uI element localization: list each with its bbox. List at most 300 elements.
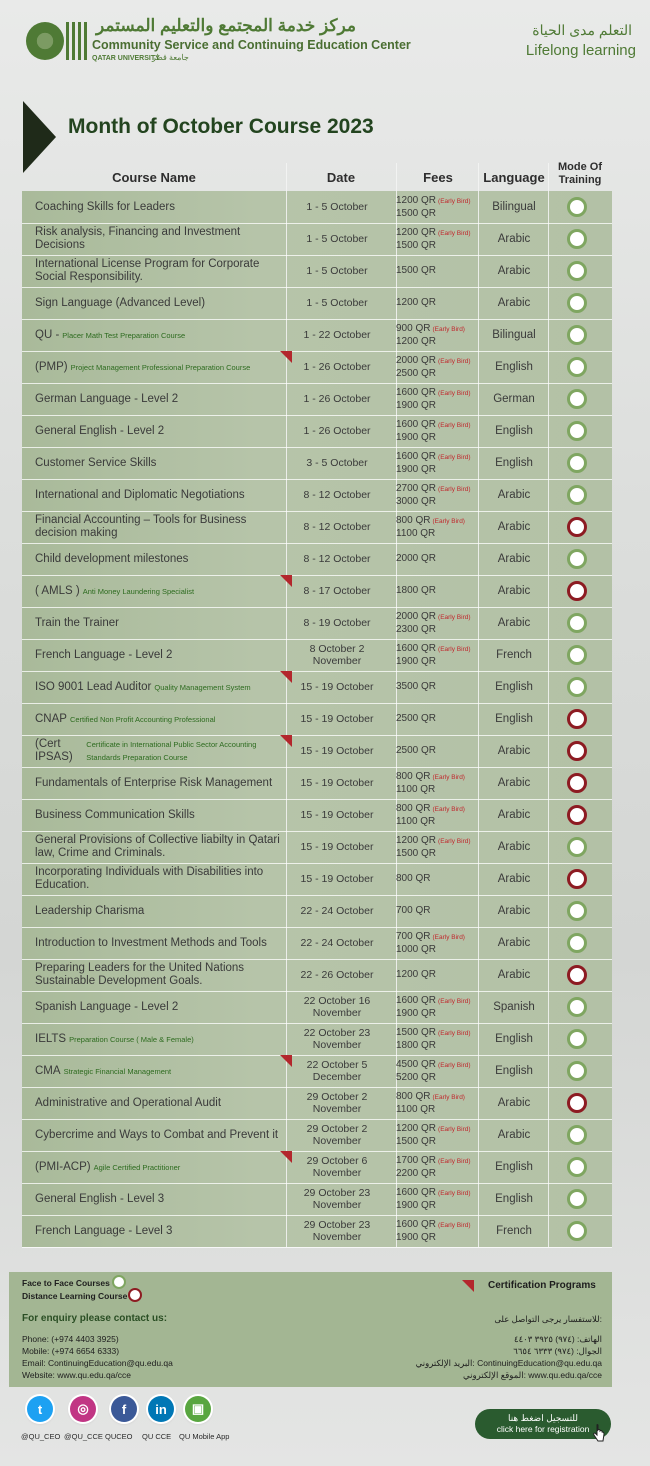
course-language: English [495, 1065, 533, 1077]
early-bird-label: (Early Bird) [432, 517, 465, 525]
course-name [35, 1087, 285, 1119]
course-mode [562, 671, 592, 703]
fee-regular: 3000 QR [396, 495, 437, 507]
course-language: Arabic [497, 553, 531, 565]
course-fees [396, 415, 480, 447]
table-row [22, 799, 612, 832]
course-fees [396, 767, 480, 799]
fee-primary-value: 1600 QR [396, 1186, 437, 1198]
face-to-face-icon [567, 357, 587, 377]
course-fees [396, 831, 480, 863]
fee-primary [396, 835, 471, 848]
distance-learning-icon [567, 517, 587, 537]
table-row [22, 1215, 612, 1248]
course-mode [562, 255, 592, 287]
table-row [22, 479, 612, 512]
course-name [35, 1215, 285, 1247]
course-name-text: Introduction to Investment Methods and Tools [35, 936, 267, 949]
fee-regular: 1900 QR [396, 463, 437, 475]
course-name [35, 767, 285, 799]
course-mode [562, 543, 592, 575]
fee-primary-value: 4500 QR [396, 1058, 437, 1070]
course-subtitle: Certificate in International Public Sector Accounting Standards Preparation Course [86, 740, 257, 762]
course-name [35, 415, 285, 447]
course-mode [562, 511, 592, 543]
distance-learning-icon [128, 1288, 142, 1302]
table-row [22, 415, 612, 448]
fee-primary [396, 195, 471, 208]
course-name-text: (Cert IPSAS) [35, 738, 73, 763]
fee-regular: 1000 QR [396, 943, 437, 955]
course-name [35, 895, 285, 927]
course-name-text: Leadership Charisma [35, 904, 145, 917]
column-date: Date [326, 170, 356, 185]
fee-primary [396, 995, 471, 1008]
course-language: Arabic [497, 233, 531, 245]
fee-primary-value: 2000 QR [396, 610, 437, 622]
table-row [22, 639, 612, 672]
fee-primary-value: 1200 QR [396, 297, 437, 308]
course-fees [396, 319, 480, 351]
course-date: 15 - 19 October [300, 713, 374, 725]
early-bird-label: (Early Bird) [438, 389, 471, 397]
course-name [35, 575, 285, 607]
course-fees [396, 511, 480, 543]
fee-regular: 1100 QR [396, 527, 436, 539]
table-row [22, 543, 612, 576]
column-fees: Fees [423, 170, 453, 185]
fee-regular: 1500 QR [396, 847, 437, 859]
fee-regular: 2200 QR [396, 1167, 437, 1179]
fee-primary-value: 1500 QR [396, 265, 437, 276]
fee-regular: 1500 QR [396, 207, 437, 219]
course-mode [562, 1119, 592, 1151]
legend-distance: Distance Learning Course [22, 1291, 128, 1301]
course-language: English [495, 1193, 533, 1205]
face-to-face-icon [567, 325, 587, 345]
table-row [22, 383, 612, 416]
fee-regular: 1800 QR [396, 1039, 437, 1051]
course-date: 1 - 26 October [303, 361, 371, 373]
course-mode [562, 959, 592, 991]
header [0, 0, 650, 80]
course-date: 8 - 17 October [303, 585, 371, 597]
course-date: 8 - 12 October [303, 521, 371, 533]
column-mode [548, 161, 612, 187]
fee-primary-value: 700 QR [396, 930, 431, 942]
course-name-text: CMA [35, 1064, 61, 1077]
early-bird-label: (Early Bird) [432, 773, 465, 781]
course-fees [396, 479, 480, 511]
fee-primary [396, 355, 471, 368]
fee-primary [396, 969, 436, 981]
course-language: Arabic [497, 873, 531, 885]
course-language: Arabic [497, 969, 531, 981]
course-fees [396, 1087, 480, 1119]
course-language: Arabic [497, 585, 531, 597]
course-fees [396, 799, 480, 831]
face-to-face-icon [567, 677, 587, 697]
course-name-text: (PMI-ACP) [35, 1160, 91, 1173]
course-name [35, 1183, 285, 1215]
fee-primary [396, 931, 465, 944]
fee-regular: 1900 QR [396, 655, 437, 667]
course-fees [396, 191, 480, 223]
fee-regular: 1900 QR [396, 1007, 437, 1019]
phone-ar: الهاتف: (٩٧٤) ٣٩٢٥ ٤٤٠٣ [514, 1334, 602, 1344]
course-fees [396, 671, 480, 703]
table-row [22, 991, 612, 1024]
course-date: 15 - 19 October [300, 745, 374, 757]
face-to-face-icon [567, 229, 587, 249]
course-subtitle: Project Management Professional Preparation Course [70, 362, 251, 372]
facebook-icon[interactable]: f [111, 1396, 137, 1422]
early-bird-label: (Early Bird) [438, 1157, 471, 1165]
social-label[interactable]: @QU_CEO [21, 1432, 61, 1441]
course-name-text: German Language - Level 2 [35, 392, 179, 405]
face-to-face-icon [567, 389, 587, 409]
fee-primary-value: 800 QR [396, 802, 431, 814]
fee-primary-value: 800 QR [396, 1090, 431, 1102]
phone-en: Phone: (+974 4403 3925) [22, 1334, 119, 1344]
course-name-text: Customer Service Skills [35, 456, 157, 469]
course-name [35, 927, 285, 959]
face-to-face-icon [567, 421, 587, 441]
course-date: 15 - 19 October [300, 841, 374, 853]
early-bird-label: (Early Bird) [438, 357, 471, 365]
course-fees [396, 991, 480, 1023]
table-row [22, 831, 612, 864]
fee-primary-value: 1700 QR [396, 1154, 437, 1166]
website-ar[interactable]: الموقع الإلكتروني: www.qu.edu.qa/cce [463, 1370, 602, 1380]
fee-primary-value: 1600 QR [396, 418, 437, 430]
table-row [22, 1023, 612, 1056]
fee-primary [396, 387, 471, 400]
course-mode [562, 191, 592, 223]
course-date: 29 October 6 November [306, 1155, 368, 1179]
fee-regular: 1100 QR [396, 815, 436, 827]
fee-primary [396, 1219, 471, 1232]
fee-regular: 1500 QR [396, 1135, 437, 1147]
social-label[interactable]: QU Mobile App [179, 1432, 230, 1441]
university-name-en: QATAR UNIVERSITY [92, 55, 160, 62]
table-row [22, 255, 612, 288]
course-date: 15 - 19 October [300, 681, 374, 693]
course-date: 8 October 2 November [309, 643, 365, 667]
course-language: Arabic [497, 745, 531, 757]
face-to-face-icon [567, 1157, 587, 1177]
course-name-text: Cybercrime and Ways to Combat and Prevent it [35, 1128, 279, 1141]
fee-primary-value: 1800 QR [396, 585, 437, 596]
course-name-text: IELTS [35, 1032, 67, 1045]
course-date: 1 - 26 October [303, 425, 371, 437]
course-date: 29 October 2 November [306, 1091, 368, 1115]
fee-primary-value: 800 QR [396, 514, 431, 526]
course-name [35, 479, 285, 511]
table-row [22, 959, 612, 992]
org-name-ar: مركز خدمة المجتمع والتعليم المستمر [96, 16, 356, 35]
face-to-face-icon [567, 901, 587, 921]
course-fees [396, 959, 480, 991]
course-fees [396, 863, 480, 895]
course-name [35, 703, 285, 735]
face-to-face-icon [567, 485, 587, 505]
course-fees [396, 447, 480, 479]
course-mode [562, 1087, 592, 1119]
early-bird-label: (Early Bird) [438, 421, 471, 429]
course-mode [562, 1151, 592, 1183]
distance-learning-icon [567, 709, 587, 729]
course-name-text: Fundamentals of Enterprise Risk Management [35, 776, 273, 789]
course-fees [396, 639, 480, 671]
fee-regular: 1100 QR [396, 783, 436, 795]
course-mode [562, 607, 592, 639]
table-row [22, 319, 612, 352]
face-to-face-icon [567, 197, 587, 217]
hand-cursor-icon [592, 1424, 606, 1444]
fee-primary [396, 451, 471, 464]
course-fees [396, 1215, 480, 1247]
course-name [35, 799, 285, 831]
distance-learning-icon [567, 869, 587, 889]
social-label[interactable]: @QU_CCE [64, 1432, 103, 1441]
course-date: 22 - 24 October [300, 937, 374, 949]
course-name-text: Incorporating Individuals with Disabilities into Education. [35, 866, 264, 891]
table-row [22, 671, 612, 704]
email-ar[interactable]: البريد الإلكتروني: ContinuingEducation@qu.edu.qa [415, 1358, 602, 1368]
course-fees [396, 1151, 480, 1183]
page-title: Month of October Course 2023 [68, 115, 374, 138]
table-row [22, 287, 612, 320]
course-name [35, 447, 285, 479]
fee-primary-value: 1600 QR [396, 450, 437, 462]
social-label[interactable]: QU CCE [142, 1432, 172, 1441]
course-name-text: Financial Accounting – Tools for Business decision making [35, 514, 247, 539]
face-to-face-icon [567, 453, 587, 473]
table-row [22, 575, 612, 608]
certification-flag-icon [462, 1280, 474, 1292]
course-subtitle: Placer Math Test Preparation Course [62, 330, 186, 340]
course-mode [562, 319, 592, 351]
course-name [35, 319, 285, 351]
table-row [22, 735, 612, 768]
course-fees [396, 255, 480, 287]
fee-primary [396, 483, 471, 496]
website-en[interactable]: Website: www.qu.edu.qa/cce [22, 1370, 131, 1380]
course-date: 1 - 5 October [306, 233, 368, 245]
course-mode [562, 1183, 592, 1215]
social-label[interactable]: QUCEO [105, 1432, 133, 1441]
face-to-face-icon [567, 933, 587, 953]
course-name-text: Administrative and Operational Audit [35, 1096, 222, 1109]
cert-programs-label: Certification Programs [488, 1280, 596, 1291]
twitter-icon[interactable]: t [27, 1396, 53, 1422]
qu-logo-icon [26, 22, 64, 60]
course-name [35, 191, 285, 223]
course-name-text: Preparing Leaders for the United Nations Sustainable Development Goals. [35, 962, 245, 987]
table-row [22, 927, 612, 960]
course-name [35, 671, 285, 703]
course-language: English [495, 457, 533, 469]
course-date: 22 October 23 November [303, 1027, 371, 1051]
register-button[interactable] [475, 1409, 611, 1439]
legend-face: Face to Face Courses [22, 1278, 110, 1288]
course-fees [396, 1119, 480, 1151]
enquiry-en: For enquiry please contact us: [22, 1313, 168, 1324]
fee-primary [396, 323, 465, 336]
table-row [22, 1119, 612, 1152]
course-fees [396, 575, 480, 607]
fee-primary-value: 2500 QR [396, 713, 437, 724]
course-subtitle: Agile Certified Practitioner [93, 1162, 181, 1172]
course-language: Arabic [497, 521, 531, 533]
tagline-en: Lifelong learning [525, 42, 636, 59]
course-language: Spanish [493, 1001, 535, 1013]
fee-primary [396, 681, 436, 693]
org-name-en: Community Service and Continuing Education Center [92, 38, 411, 52]
fee-primary-value: 1600 QR [396, 642, 437, 654]
fee-primary [396, 1091, 465, 1104]
course-date: 22 - 24 October [300, 905, 374, 917]
course-name [35, 1119, 285, 1151]
course-subtitle: Certified Non Profit Accounting Professional [69, 714, 216, 724]
fee-primary [396, 713, 436, 725]
fee-primary-value: 700 QR [396, 905, 431, 916]
table-row [22, 511, 612, 544]
course-name [35, 511, 285, 543]
fee-primary-value: 1600 QR [396, 1218, 437, 1230]
course-name [35, 1023, 285, 1055]
face-to-face-icon [567, 261, 587, 281]
course-fees [396, 895, 480, 927]
course-fees [396, 223, 480, 255]
fee-primary-value: 1600 QR [396, 994, 437, 1006]
logo-pillars-icon [66, 22, 90, 60]
early-bird-label: (Early Bird) [438, 837, 471, 845]
face-to-face-icon [567, 645, 587, 665]
table-row [22, 1151, 612, 1184]
fee-primary [396, 553, 436, 565]
course-name-text: ISO 9001 Lead Auditor [35, 680, 152, 693]
course-mode [562, 799, 592, 831]
course-language: English [495, 425, 533, 437]
course-name [35, 607, 285, 639]
course-date: 8 - 12 October [303, 553, 371, 565]
course-name [35, 831, 285, 863]
column-language: Language [483, 170, 545, 185]
course-date: 29 October 2 November [306, 1123, 368, 1147]
course-language: Arabic [497, 841, 531, 853]
course-language: Arabic [497, 905, 531, 917]
early-bird-label: (Early Bird) [438, 997, 471, 1005]
course-language: Arabic [497, 777, 531, 789]
fee-regular: 1900 QR [396, 431, 437, 443]
fee-primary-value: 1200 QR [396, 194, 437, 206]
course-date: 1 - 5 October [306, 297, 368, 309]
course-mode [562, 223, 592, 255]
course-mode [562, 639, 592, 671]
mobile-en: Mobile: (+974 6654 6333) [22, 1346, 120, 1356]
early-bird-label: (Early Bird) [432, 805, 465, 813]
column-course-name: Course Name [112, 170, 196, 185]
course-mode [562, 895, 592, 927]
course-name-text: French Language - Level 3 [35, 1224, 173, 1237]
course-date: 3 - 5 October [306, 457, 368, 469]
course-name-text: ( AMLS ) [35, 584, 80, 597]
course-language: Arabic [497, 809, 531, 821]
linkedin-icon[interactable]: in [148, 1396, 174, 1422]
face-to-face-icon [567, 1125, 587, 1145]
fee-primary [396, 265, 436, 277]
course-mode [562, 831, 592, 863]
course-subtitle: Preparation Course ( Male & Female) [69, 1034, 194, 1044]
face-to-face-icon [567, 613, 587, 633]
fee-primary-value: 2500 QR [396, 745, 437, 756]
course-name-text: Risk analysis, Financing and Investment Decisions [35, 226, 241, 251]
early-bird-label: (Early Bird) [438, 453, 471, 461]
face-to-face-icon [567, 1029, 587, 1049]
early-bird-label: (Early Bird) [438, 1125, 471, 1133]
table-row [22, 703, 612, 736]
course-mode [562, 1023, 592, 1055]
fee-regular: 1100 QR [396, 1103, 436, 1115]
tagline-ar: التعلم مدى الحياة [532, 22, 632, 38]
fee-regular: 1500 QR [396, 239, 437, 251]
course-date: 22 October 16 November [303, 995, 371, 1019]
early-bird-label: (Early Bird) [432, 933, 465, 941]
mobile-app-icon[interactable]: ▣ [185, 1396, 211, 1422]
fee-primary-value: 1500 QR [396, 1026, 437, 1038]
table-row [22, 895, 612, 928]
table-row [22, 191, 612, 224]
fee-primary [396, 419, 471, 432]
course-subtitle: Strategic Financial Management [63, 1066, 172, 1076]
face-to-face-icon [567, 1061, 587, 1081]
course-mode [562, 383, 592, 415]
course-name [35, 991, 285, 1023]
early-bird-label: (Early Bird) [438, 613, 471, 621]
course-date: 15 - 19 October [300, 873, 374, 885]
face-to-face-icon [567, 1221, 587, 1241]
course-name [35, 287, 285, 319]
table-row [22, 1183, 612, 1216]
fee-primary-value: 800 QR [396, 770, 431, 782]
fee-primary-value: 1200 QR [396, 834, 437, 846]
course-mode [562, 415, 592, 447]
early-bird-label: (Early Bird) [438, 229, 471, 237]
fee-regular: 1900 QR [396, 399, 437, 411]
course-language: French [496, 649, 532, 661]
table-row [22, 351, 612, 384]
fee-primary [396, 745, 436, 757]
table-row [22, 447, 612, 480]
fee-primary-value: 800 QR [396, 873, 431, 884]
email-en[interactable]: Email: ContinuingEducation@qu.edu.qa [22, 1358, 173, 1368]
fee-primary-value: 1200 QR [396, 969, 437, 980]
fee-primary [396, 227, 471, 240]
course-language: English [495, 681, 533, 693]
course-mode [562, 767, 592, 799]
instagram-icon[interactable]: ◎ [70, 1396, 96, 1422]
course-fees [396, 1023, 480, 1055]
course-name-text: International and Diplomatic Negotiations [35, 488, 245, 501]
course-language: English [495, 1033, 533, 1045]
course-mode [562, 927, 592, 959]
course-date: 8 - 19 October [303, 617, 371, 629]
course-name [35, 351, 285, 383]
fee-primary [396, 297, 436, 309]
fee-primary [396, 1123, 471, 1136]
